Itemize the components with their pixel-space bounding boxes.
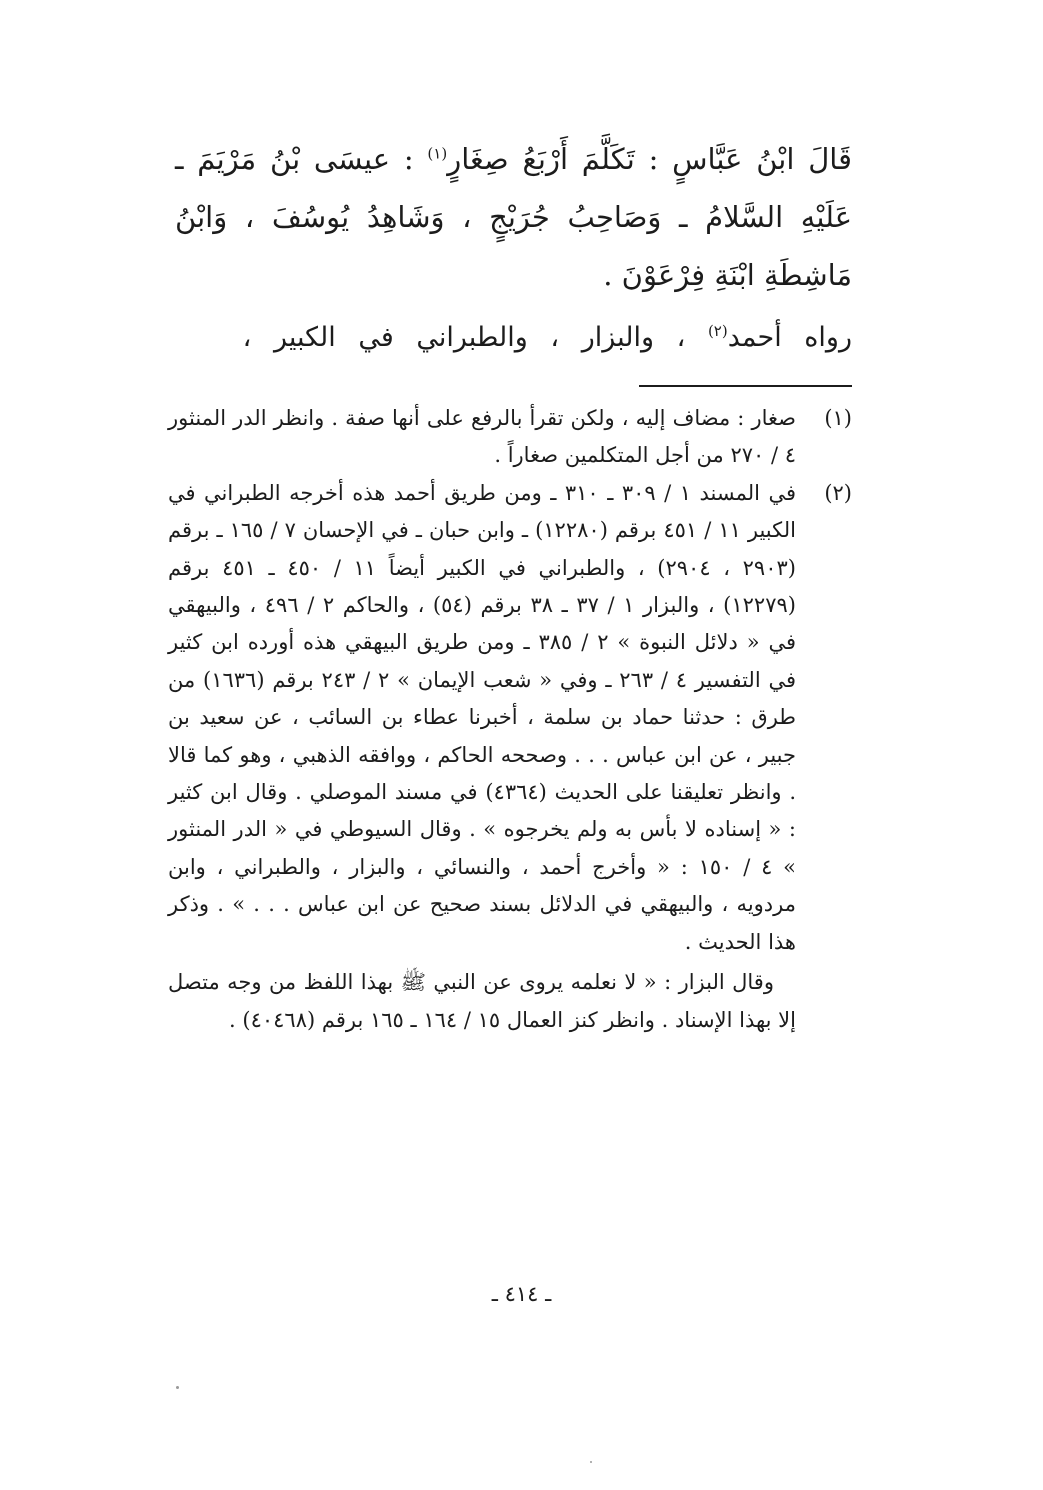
narration-line [175, 318, 852, 358]
footnote-2-text: في المسند ١ / ٣٠٩ ـ ٣١٠ ـ ومن طريق أحمد هذه أخرجه الطبراني في الكبير ١١ / ٤٥١ برقم (١٢٢٨٠) ـ وابن حبان ـ في الإحسان ٧ / ١٦٥ ـ برقم (٢٩٠٣ ، ٢٩٠٤) ، والطبراني في الكبير أيضاً ١١ / ٤٥٠ ـ ٤٥١ برقم (١٢٢٧٩) ، والبزار ١ / ٣٧ ـ ٣٨ برقم (٥٤) ، والحاكم ٢ / ٤٩٦ ، والبيهقي في « دلائل النبوة » ٢ / ٣٨٥ ـ ومن طريق البيهقي هذه أورده ابن كثير في التفسير ٤ / ٢٦٣ ـ وفي « شعب الإيمان » ٢ / ٢٤٣ برقم (١٦٣٦) من طرق : حدثنا حماد بن سلمة ، أخبرنا عطاء بن السائب ، عن سعيد بن جبير ، عن ابن عباس . . . وصححه الحاكم ، ووافقه الذهبي ، وهو كما قالا . وانظر تعليقنا على الحديث (٤٣٦٤) في مسند الموصلي . وقال ابن كثير : « إسناده لا بأس به ولم يخرجوه » . وقال السيوطي في « الدر المنثور » ٤ / ١٥٠ : « وأخرج أحمد ، والنسائي ، والبزار ، والطبراني ، وابن مردويه ، والبيهقي في الدلائل بسند صحيح عن ابن عباس . . . » . وذكر هذا الحديث . [168, 480, 797, 954]
scan-speck [590, 1461, 592, 1463]
footnote-separator [639, 385, 852, 387]
footnote-2-continuation: وقال البزار : « لا نعلمه يروى عن النبي ﷺ بهذا اللفظ من وجه متصل إلا بهذا الإسناد . وانظر كنز العمال ١٥ / ١٦٤ ـ ١٦٥ برقم (٤٠٤٦٨) . [168, 970, 796, 1032]
footnote-ref-1[interactable]: (١) [427, 144, 448, 163]
footnote-2 [168, 475, 852, 961]
hadith-paragraph [175, 130, 852, 304]
page-number: ـ ٤١٤ ـ [491, 1282, 552, 1306]
footnote-2-number: (٢) [824, 480, 852, 505]
footnote-ref-2[interactable]: (٢) [707, 322, 728, 340]
scan-speck [176, 1386, 179, 1389]
footnote-1-text: صغار : مضاف إليه ، ولكن تقرأ بالرفع على أنها صفة . وانظر الدر المنثور ٤ / ٢٧٠ من أجل المتكلمين صغاراً . [168, 406, 796, 468]
narration-start: رواه أحمد [727, 322, 852, 353]
hadith-text [175, 130, 852, 304]
narration-end: ، والبزار ، والطبراني في الكبير ، [242, 322, 708, 353]
footnote-1-number: (١) [824, 406, 852, 430]
hadith-text-continued: : عيسَى بْنُ مَرْيَمَ ـ عَلَيْهِ السَّلامُ ـ وَصَاحِبُ جُرَيْجٍ ، وَشَاهِدُ يُوسُفَ ، وَابْنُ مَاشِطَةِ ابْنَةِ فِرْعَوْنَ . [175, 142, 852, 292]
footnote-1 [168, 400, 852, 475]
footnotes-section [168, 400, 852, 1039]
hadith-text-start: قَالَ ابْنُ عَبَّاسٍ : تَكَلَّمَ أَرْبَعُ صِغَارٍ [447, 142, 853, 176]
